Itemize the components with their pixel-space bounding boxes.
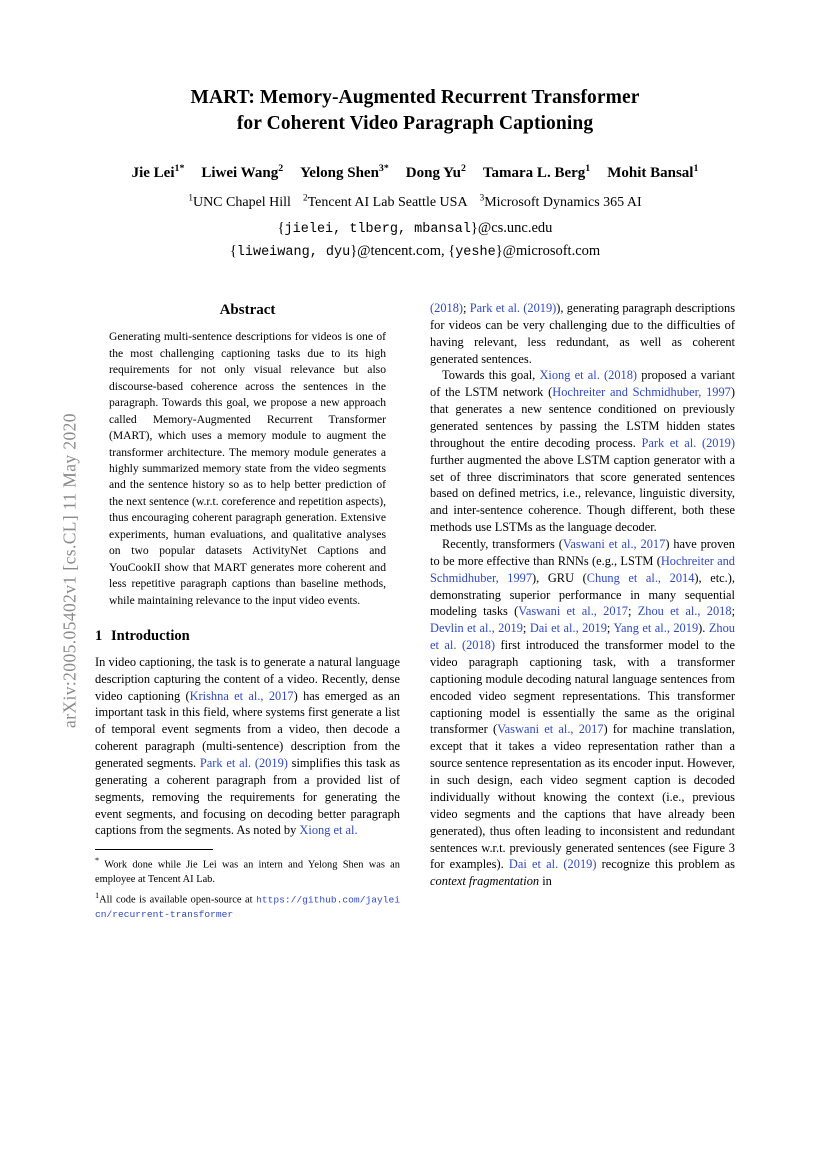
citation-link[interactable]: Hochreiter and Schmidhuber, 1997 (430, 553, 736, 585)
footnotes (95, 855, 400, 922)
author: Jie Lei$^{1*}$ (131, 163, 185, 182)
intro-paragraph-3: Recently, transformers (Vaswani et al., 2017) have proven to be more effective than RNNs (e.g., LSTM (Hochreiter and Schmidhuber, 1997), GRU (Chung et al., 2014), etc.), demonstrating superior performance in many sequential modeling tasks (Vaswani et al., 2017; Zhou et al., 2018; Devlin et al., 2019; Dai et al., 2019; Yang et al., 2019). Zhou et al. (2018) first introduced the transformer model to the video paragraph captioning task, with a transformer captioning module decoding natural language sentences from encoded video segment representations. This transformer captioning model is essentially the same as the original transformer (Vaswani et al., 2017) for machine translation, except that it takes a video representation rather than a source sentence representation as its encoder input. However, in such design, each video segment caption is decoded individually without knowing the context (i.e., previous video segments and the captions that have already been generated), thus often leading to inconsistent and redundant sentences w.r.t. previously generated sentences (see Figure 3 for examples). Dai et al. (2019) recognize this problem as context fragmentation in (430, 537, 736, 889)
affiliation-list (95, 191, 735, 213)
section-title: Introduction (111, 628, 190, 645)
citation-link[interactable]: Zhou et al. (2018) (430, 621, 735, 653)
email-block (95, 217, 735, 264)
author-mark: 1 (585, 163, 591, 175)
author-mark: 2 (460, 163, 466, 175)
author-mark: 3* (378, 163, 389, 175)
footnote-url-link[interactable]: https://github.com/jayleicn/recurrent-transformer (95, 894, 400, 920)
author-list (95, 162, 735, 185)
citation-link[interactable]: Hochreiter and Schmidhuber, 1997 (552, 385, 731, 400)
citation-link[interactable]: Dai et al. (2019) (508, 857, 597, 872)
intro-paragraph-1-continued: (2018); Park et al. (2019)), generating paragraph descriptions for videos can be very challenging due to the difficulties of having relevant, less redundant, as well as coherent generated sentences. (430, 301, 736, 366)
footnote-2: $^1$All code is available open-source at https://github.com/jayleicn/recurrent-transformer (95, 890, 400, 920)
page-title (95, 85, 735, 136)
citation-link[interactable]: Krishna et al., 2017 (189, 688, 294, 703)
citation-link[interactable]: Park et al. (2019) (469, 301, 557, 315)
affiliation: $^1$UNC Chapel Hill (188, 192, 291, 210)
author: Mohit Bansal$^1$ (607, 163, 699, 182)
citation-link[interactable]: Xiong et al. (299, 823, 358, 838)
author-mark: 1 (693, 163, 699, 175)
citation-link[interactable]: Devlin et al., 2019 (430, 621, 523, 636)
left-column (95, 300, 400, 924)
title-line-1: MART: Memory-Augmented Recurrent Transformer (190, 87, 640, 108)
author-mark: 1* (174, 163, 185, 175)
abstract-body: Generating multi-sentence descriptions for videos is one of the most challenging captioning tasks due to its high requirements for not only visual relevance but also discourse-based coherence across the sentences in the paragraph. Towards this goal, we propose a new approach called Memory-Augmented Recurrent Transformer (MART), which uses a memory module to augment the transformer architecture. The memory module generates a highly summarized memory state from the video segments and the sentence history so as to help better prediction of the next sentence (w.r.t. coreference and repetition aspects), thus encouraging coherent paragraph generation. Extensive experiments, human evaluations, and qualitative analyses on two popular datasets ActivityNet Captions and YouCookII show that MART generates more coherent and less repetitive paragraph captions than baseline methods, while maintaining relevance to the input video events. (109, 330, 386, 607)
author: Yelong Shen$^{3*}$ (300, 163, 389, 182)
section-number: 1 (95, 628, 103, 645)
paper-header (95, 85, 735, 264)
citation-link[interactable]: Zhou et al., 2018 (637, 604, 732, 619)
citation-link[interactable]: Vaswani et al., 2017 (562, 537, 666, 552)
section-heading-introduction (95, 627, 400, 647)
intro-paragraph-2: Towards this goal, Xiong et al. (2018) proposed a variant of the LSTM network (Hochreiter and Schmidhuber, 1997) that generates a new sentence conditioned on previously generated sentences by passing the LSTM hidden states throughout the entire decoding process. Park et al. (2019) further augmented the above LSTM caption generator with a set of three discriminators that score generated sentences based on defined metrics, i.e., relevance, linguistic diversity, and inter-sentence coherence. Though different, both these methods use LSTMs as the language decoder. (430, 368, 735, 535)
affiliation: $^3$Microsoft Dynamics 365 AI (479, 192, 642, 210)
intro-paragraph-1: In video captioning, the task is to generate a natural language description capturing the content of a video. Recently, dense video captioning (Krishna et al., 2017) has emerged as an important task in this field, where systems first generate a list of temporal event segments from a video, then decode a coherent paragraph (multi-sentence) description from the generated segments. Park et al. (2019) simplifies this task as generating a coherent paragraph from a provided list of segments, removing the requirements for generating the event segments, and focusing on decoding better paragraph captions from the segments. As noted by Xiong et al. (95, 654, 400, 838)
citation-link[interactable]: (2018) (430, 301, 464, 315)
citation-link[interactable]: Vaswani et al., 2017 (497, 722, 604, 737)
author-mark: 2 (278, 163, 284, 175)
abstract-heading: Abstract (219, 302, 276, 318)
citation-link[interactable]: Xiong et al. (2018) (539, 368, 638, 383)
email-line-1: {jielei, tlberg, mbansal}@cs.unc.edu (277, 219, 553, 237)
body-columns (95, 300, 735, 1090)
right-column (430, 300, 735, 890)
email-line-2: {liweiwang, dyu}@tencent.com, {yeshe}@microsoft.com (229, 243, 601, 261)
footnote-1: * Work done while Jie Lei was an intern and Yelong Shen was an employee at Tencent AI Lab. (95, 856, 400, 886)
citation-link[interactable]: Yang et al., 2019 (613, 621, 699, 636)
author: Tamara L. Berg$^1$ (482, 163, 591, 182)
affiliation: $^2$Tencent AI Lab Seattle USA (302, 192, 468, 210)
emphasis-text: context fragmentation (430, 874, 540, 889)
author: Dong Yu$^2$ (405, 163, 466, 182)
citation-link[interactable]: Dai et al., 2019 (529, 621, 607, 636)
arxiv-stamp: arXiv:2005.05402v1 [cs.CL] 11 May 2020 (59, 413, 80, 728)
footnote-rule (95, 849, 213, 850)
citation-link[interactable]: Park et al. (2019) (641, 435, 735, 450)
citation-link[interactable]: Vaswani et al., 2017 (518, 604, 628, 619)
author: Liwei Wang$^2$ (201, 163, 284, 182)
citation-link[interactable]: Chung et al., 2014 (586, 570, 695, 585)
citation-link[interactable]: Park et al. (2019) (199, 755, 288, 770)
title-line-2: for Coherent Video Paragraph Captioning (236, 112, 594, 134)
